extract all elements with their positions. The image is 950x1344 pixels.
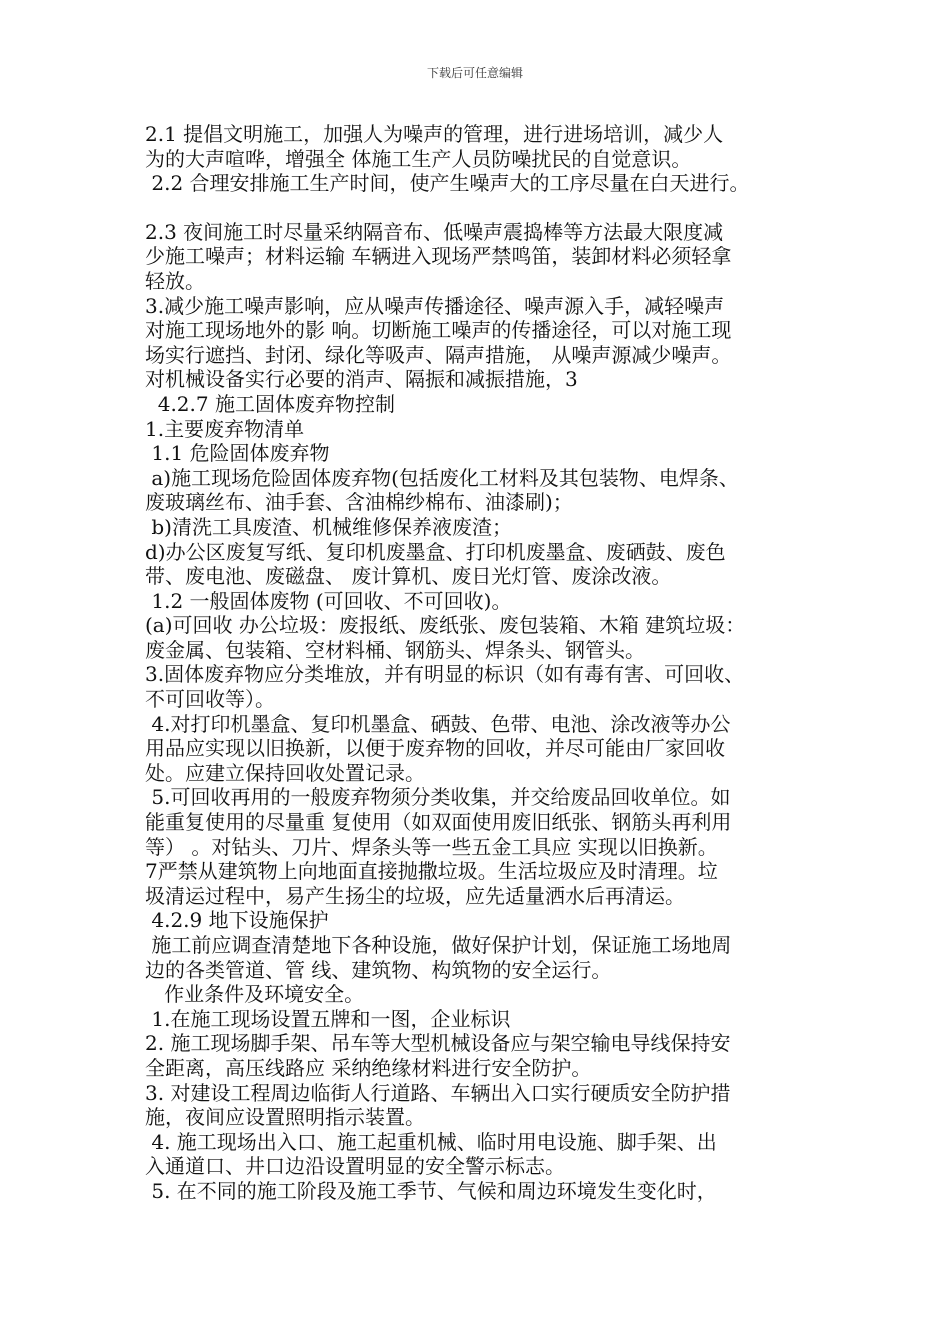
text-line: 1.1 危险固体废弃物 — [145, 441, 330, 466]
text-line: 2.3 夜间施工时尽量采纳隔音布、低噪声震捣棒等方法最大限度减 — [145, 219, 724, 244]
text-line: 不可回收等）。 — [145, 687, 275, 712]
text-line: b)清洗工具废渣、机械维修保养液废渣； — [145, 514, 512, 539]
text-line: 入通道口、井口边沿设置明显的安全警示标志。 — [145, 1154, 565, 1179]
text-line: 对机械设备实行必要的消声、隔振和减振措施，3 — [145, 367, 578, 392]
text-line: 4.2.7 施工固体废弃物控制 — [145, 391, 395, 416]
text-line: 施，夜间应设置照明指示装置。 — [145, 1105, 425, 1130]
text-line: d)办公区废复写纸、复印机废墨盒、打印机废墨盒、废硒鼓、废色 — [145, 539, 726, 564]
text-line: 少施工噪声；材料运输 车辆进入现场严禁鸣笛，装卸材料必须轻拿 — [145, 244, 732, 269]
text-line: 4.2.9 地下设施保护 — [145, 908, 329, 933]
text-line: 圾清运过程中，易产生扬尘的垃圾，应先适量洒水后再清运。 — [145, 883, 685, 908]
text-line: 作业条件及环境安全。 — [145, 982, 365, 1007]
text-line: 3.减少施工噪声影响，应从噪声传播途径、噪声源入手，减轻噪声 — [145, 293, 725, 318]
text-line: 1.2 一般固体废物 (可回收、不可回收)。 — [145, 588, 512, 613]
text-line: 场实行遮挡、封闭、绿化等吸声、隔声措施， 从噪声源减少噪声。 — [145, 342, 732, 367]
text-line: 3.固体废弃物应分类堆放，并有明显的标识（如有毒有害、可回收、 — [145, 662, 745, 687]
text-line: 等） 。对钻头、刀片、焊条头等一些五金工具应 实现以旧换新。 — [145, 834, 718, 859]
text-line: 废金属、包装箱、空材料桶、钢筋头、焊条头、钢管头。 — [145, 637, 645, 662]
text-line: 1.在施工现场设置五牌和一图，企业标识 — [145, 1006, 511, 1031]
page-header: 下载后可任意编辑 — [426, 66, 523, 80]
text-line: 4.对打印机墨盒、复印机墨盒、硒鼓、色带、电池、涂改液等办公 — [145, 711, 731, 736]
text-line: 处。应建立保持回收处置记录。 — [145, 760, 425, 785]
text-line: 用品应实现以旧换新，以便于废弃物的回收，并尽可能由厂家回收 — [145, 736, 725, 761]
blank-line — [145, 196, 825, 220]
text-line: 边的各类管道、管 线、建筑物、构筑物的安全运行。 — [145, 957, 612, 982]
text-line: 5.可回收再用的一般废弃物须分类收集，并交给废品回收单位。如 — [145, 785, 731, 810]
text-line: a)施工现场危险固体废弃物(包括废化工材料及其包装物、电焊条、 — [145, 465, 739, 490]
text-line: 2.2 合理安排施工生产时间，使产生噪声大的工序尽量在白天进行。 — [145, 171, 750, 196]
text-line: 废玻璃丝布、油手套、含油棉纱棉布、油漆刷)； — [145, 490, 573, 515]
text-line: 4. 施工现场出入口、施工起重机械、临时用电设施、脚手架、出 — [145, 1129, 717, 1154]
text-line: 对施工现场地外的影 响。切断施工噪声的传播途径，可以对施工现 — [145, 318, 732, 343]
text-line: 2.1 提倡文明施工，加强人为噪声的管理，进行进场培训，减少人 — [145, 122, 724, 146]
text-line: 能重复使用的尽量重 复使用（如双面使用废旧纸张、钢筋头再利用 — [145, 810, 732, 835]
text-line: 施工前应调查清楚地下各种设施，做好保护计划，保证施工场地周 — [145, 933, 732, 957]
text-line: (a)可回收 办公垃圾：废报纸、废纸张、废包装箱、木箱 建筑垃圾： — [145, 613, 746, 638]
text-line: 3. 对建设工程周边临街人行道路、车辆出入口实行硬质安全防护措 — [145, 1080, 731, 1105]
document-body — [145, 122, 825, 1204]
text-line: 5. 在不同的施工阶段及施工季节、气候和周边环境发生变化时， — [145, 1178, 717, 1203]
text-line: 全距离，高压线路应 采纳绝缘材料进行安全防护。 — [145, 1055, 592, 1080]
text-line: 轻放。 — [145, 268, 205, 293]
text-line: 1.主要废弃物清单 — [145, 416, 305, 441]
text-line: 为的大声喧哗，增强全 体施工生产人员防噪扰民的自觉意识。 — [145, 146, 692, 171]
text-line: 带、废电池、废磁盘、 废计算机、废日光灯管、废涂改液。 — [145, 564, 672, 589]
text-line: 7严禁从建筑物上向地面直接抛撒垃圾。生活垃圾应及时清理。垃 — [145, 859, 718, 884]
text-line: 2. 施工现场脚手架、吊车等大型机械设备应与架空输电导线保持安 — [145, 1031, 731, 1056]
